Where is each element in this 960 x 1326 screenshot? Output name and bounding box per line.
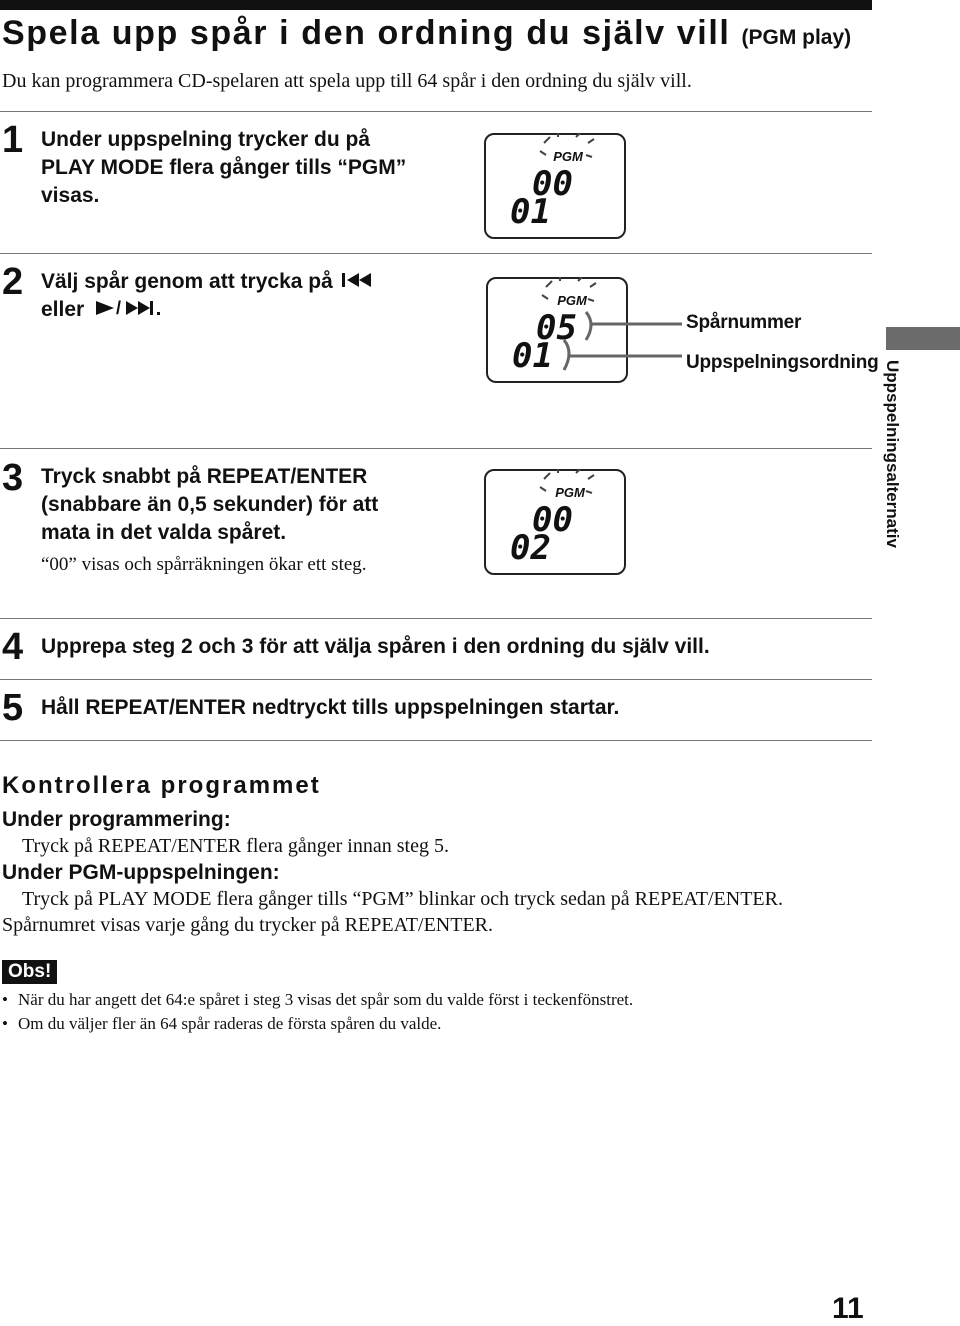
divider (0, 448, 872, 449)
step-line: PLAY MODE flera gånger tills “PGM” (41, 156, 407, 179)
step-4-text: Upprepa steg 2 och 3 för att välja spåren i den ordning du själv vill. (41, 635, 710, 658)
step-line-text: eller (41, 298, 85, 321)
side-tab-text: Uppspelningsalternativ (883, 360, 902, 548)
side-tab (886, 327, 960, 350)
step-2-number: 2 (2, 261, 24, 303)
page-title (2, 14, 851, 53)
page-number: 11 (832, 1292, 864, 1325)
bullet-icon: • (2, 990, 8, 1009)
step-line: Under uppspelning trycker du på (41, 128, 371, 151)
note-item (2, 990, 633, 1010)
callout-lines (560, 300, 690, 380)
skip-back-icon (339, 271, 381, 289)
intro-text: Du kan programmera CD-spelaren att spela upp till 64 spår i den ordning du själv vill. (2, 70, 692, 92)
step-line: mata in det valda spåret. (41, 521, 287, 544)
step-5-number: 5 (2, 687, 24, 729)
step-line-text: Välj spår genom att trycka på (41, 270, 333, 293)
divider (0, 679, 872, 680)
lcd-display-3 (484, 469, 626, 575)
title-suffix: (PGM play) (741, 26, 852, 49)
step-line (41, 268, 381, 296)
pgm-blink-icon (540, 133, 594, 164)
note-text: Om du väljer fler än 64 spår raderas de första spåren du valde. (18, 1014, 442, 1033)
pgm-play-text-2: Spårnumret visas varje gång du trycker på REPEAT/ENTER. (2, 914, 493, 936)
pgm-indicator: PGM (557, 293, 587, 308)
notes-label: Obs! (2, 960, 57, 984)
lcd-track-number: 00 (532, 500, 573, 540)
divider (0, 740, 872, 741)
subheading-programming: Under programmering: (2, 808, 231, 831)
step-line: visas. (41, 184, 100, 207)
note-text: När du har angett det 64:e spåret i steg 3 visas det spår som du valde först i teckenfönstret. (18, 990, 634, 1009)
lcd-track-number: 05 (536, 308, 577, 348)
step-line: (snabbare än 0,5 sekunder) för att (41, 493, 379, 516)
skip-forward-icon (126, 301, 160, 315)
divider (0, 111, 872, 112)
lcd-display-1 (484, 133, 626, 239)
step-5-text: Håll REPEAT/ENTER nedtryckt tills uppspelningen startar. (41, 696, 620, 719)
play-icon (90, 299, 178, 317)
divider (0, 253, 872, 254)
step-3-note: “00” visas och spårräkningen ökar ett steg. (41, 554, 367, 575)
callout-track-number: Spårnummer (686, 312, 802, 333)
step-3-number: 3 (2, 457, 24, 499)
bullet-icon: • (2, 1014, 8, 1033)
step-line: Tryck snabbt på REPEAT/ENTER (41, 465, 368, 488)
pgm-indicator: PGM (555, 485, 585, 500)
callout-play-order: Uppspelningsordning (686, 352, 879, 373)
step-line (41, 296, 381, 324)
side-tab-label (874, 360, 910, 570)
title-text: Spela upp spår i den ordning du själv vill (2, 14, 731, 52)
step-4-number: 4 (2, 626, 24, 668)
subheading-pgm-play: Under PGM-uppspelningen: (2, 861, 280, 884)
step-2-text (41, 268, 381, 324)
programming-text: Tryck på REPEAT/ENTER flera gånger innan steg 5. (22, 835, 449, 857)
pgm-play-text: Tryck på PLAY MODE flera gånger tills “PGM” blinkar och tryck sedan på REPEAT/ENTER. (22, 888, 783, 910)
note-item (2, 1014, 441, 1034)
step-1-text (41, 126, 406, 210)
step-3-text (41, 463, 378, 547)
lcd-track-number: 00 (532, 164, 573, 204)
header-bar (0, 0, 872, 10)
lcd-play-order: 01 (512, 336, 553, 376)
section-title: Kontrollera programmet (2, 772, 321, 799)
step-1-number: 1 (2, 119, 24, 161)
lcd-play-order: 02 (510, 528, 551, 568)
pgm-indicator: PGM (553, 149, 583, 164)
lcd-play-order: 01 (510, 192, 551, 232)
svg-text:/: / (116, 299, 122, 317)
pgm-blink-icon (540, 469, 594, 500)
divider (0, 618, 872, 619)
